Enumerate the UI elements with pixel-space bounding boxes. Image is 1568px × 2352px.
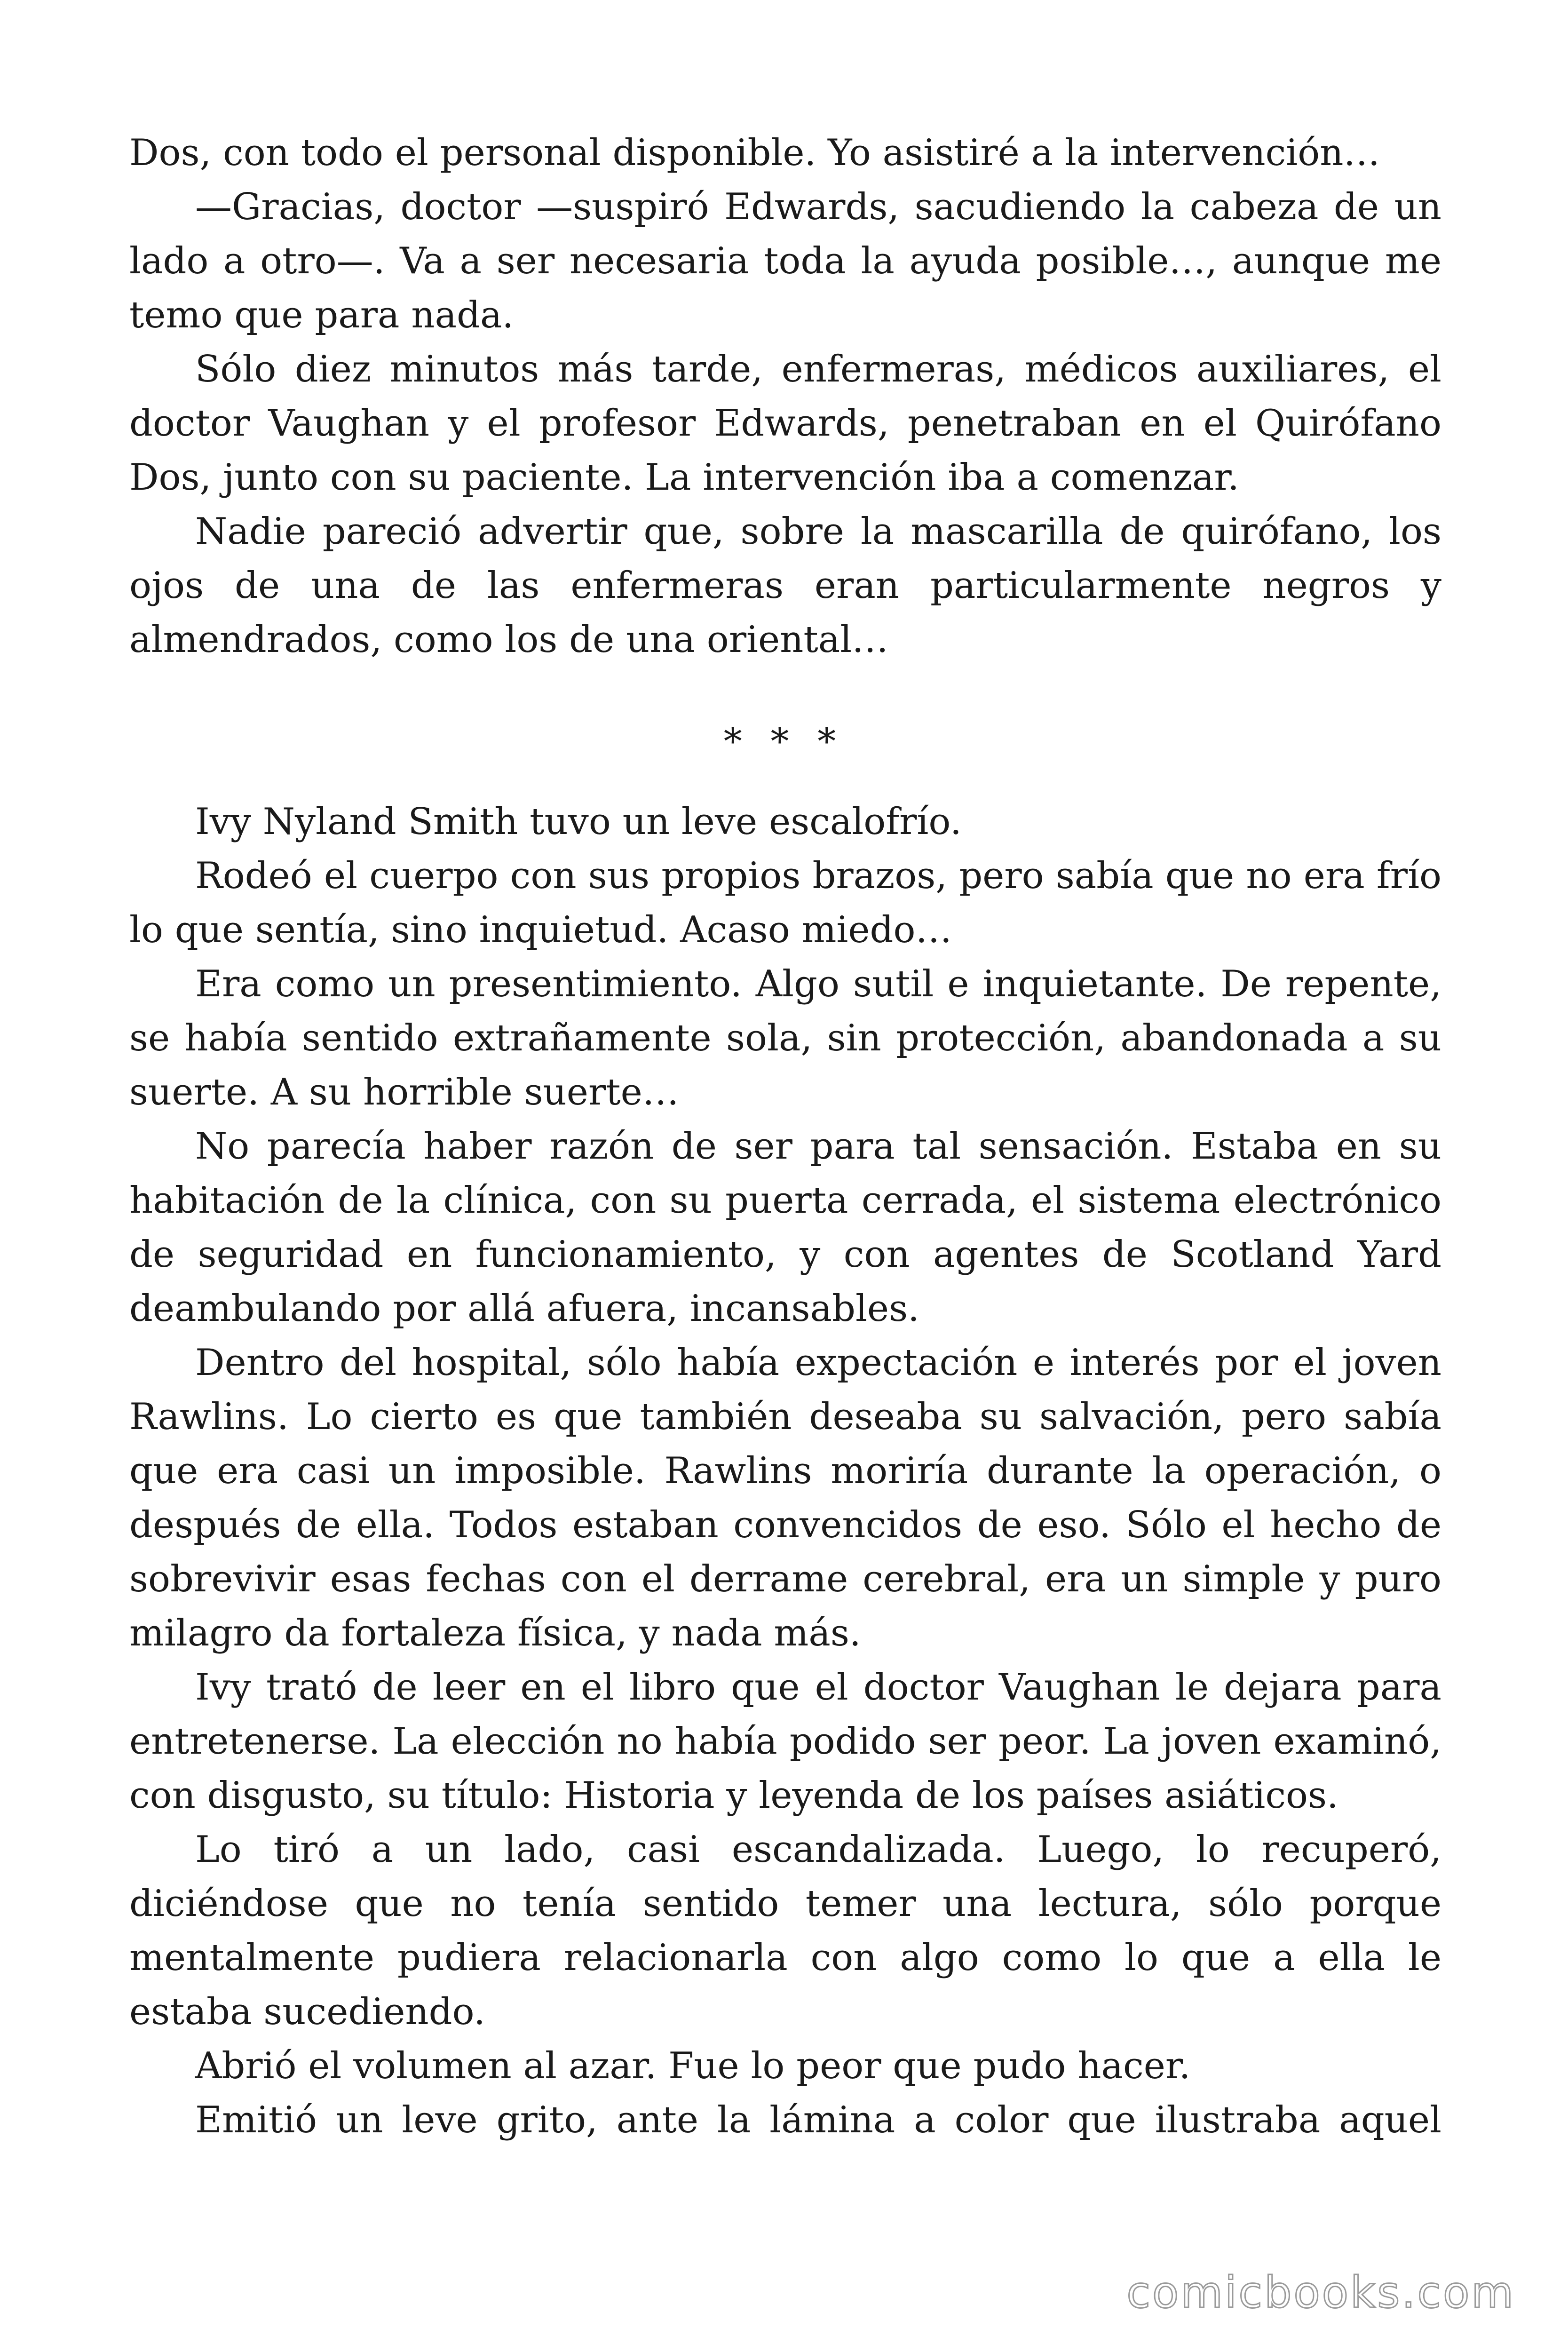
paragraph: No parecía haber razón de ser para tal sensación. Estaba en su habitación de la clínica, con su puerta cerrada, el sistema electrónico de seguridad en funcionamiento, y con agentes de Scotland Yard deambulando por allá afuera, incansables. — [129, 1125, 1441, 1330]
paragraph: Lo tiró a un lado, casi escandalizada. Luego, lo recuperó, diciéndose que no tenía sentido temer una lectura, sólo porque mentalmente pudiera relacionarla con algo como lo que a ella le estaba sucediendo. — [129, 1828, 1441, 2033]
paragraph: Dentro del hospital, sólo había expectación e interés por el joven Rawlins. Lo cierto es que también deseaba su salvación, pero sabía que era casi un imposible. Rawlins moriría durante la operación, o después de ella. Todos estaban convencidos de eso. Sólo el hecho de sobrevivir esas fechas con el derrame cerebral, era un simple y puro milagro da fortaleza física, y nada más. — [129, 1342, 1441, 1654]
paragraph: Nadie pareció advertir que, sobre la mascarilla de quirófano, los ojos de una de las enfermeras eran particularmente negros y almendrados, como los de una oriental… — [129, 510, 1441, 661]
paragraph: —Gracias, doctor —suspiró Edwards, sacudiendo la cabeza de un lado a otro—. Va a ser necesaria toda la ayuda posible…, aunque me temo que para nada. — [129, 186, 1441, 336]
paragraph-last: Emitió un leve grito, ante la lámina a color que ilustraba aquel — [195, 2099, 1441, 2141]
paragraph: Rodeó el cuerpo con sus propios brazos, pero sabía que no era frío lo que sentía, sino inquietud. Acaso miedo… — [129, 855, 1441, 951]
paragraph-continuation: Dos, con todo el personal disponible. Yo asistiré a la intervención… — [129, 132, 1380, 174]
paragraph: Era como un presentimiento. Algo sutil e inquietante. De repente, se había sentido extrañamente sola, sin protección, abandonada a su suerte. A su horrible suerte… — [129, 963, 1441, 1113]
text-section-top — [129, 126, 1441, 667]
scene-separator: * * * — [723, 721, 845, 763]
watermark: comicbooks.com — [1126, 2267, 1515, 2318]
paragraph: Ivy trató de leer en el libro que el doctor Vaughan le dejara para entretenerse. La elección no había podido ser peor. La joven examinó, con disgusto, su título: Historia y leyenda de los países asiáticos. — [129, 1666, 1441, 1817]
paragraph: Sólo diez minutos más tarde, enfermeras, médicos auxiliares, el doctor Vaughan y el profesor Edwards, penetraban en el Quirófano Dos, junto con su paciente. La intervención iba a comenzar. — [129, 348, 1441, 499]
text-section-bottom — [129, 795, 1441, 2147]
paragraph: Abrió el volumen al azar. Fue lo peor que pudo hacer. — [195, 2045, 1191, 2087]
paragraph: Ivy Nyland Smith tuvo un leve escalofrío. — [195, 801, 962, 843]
